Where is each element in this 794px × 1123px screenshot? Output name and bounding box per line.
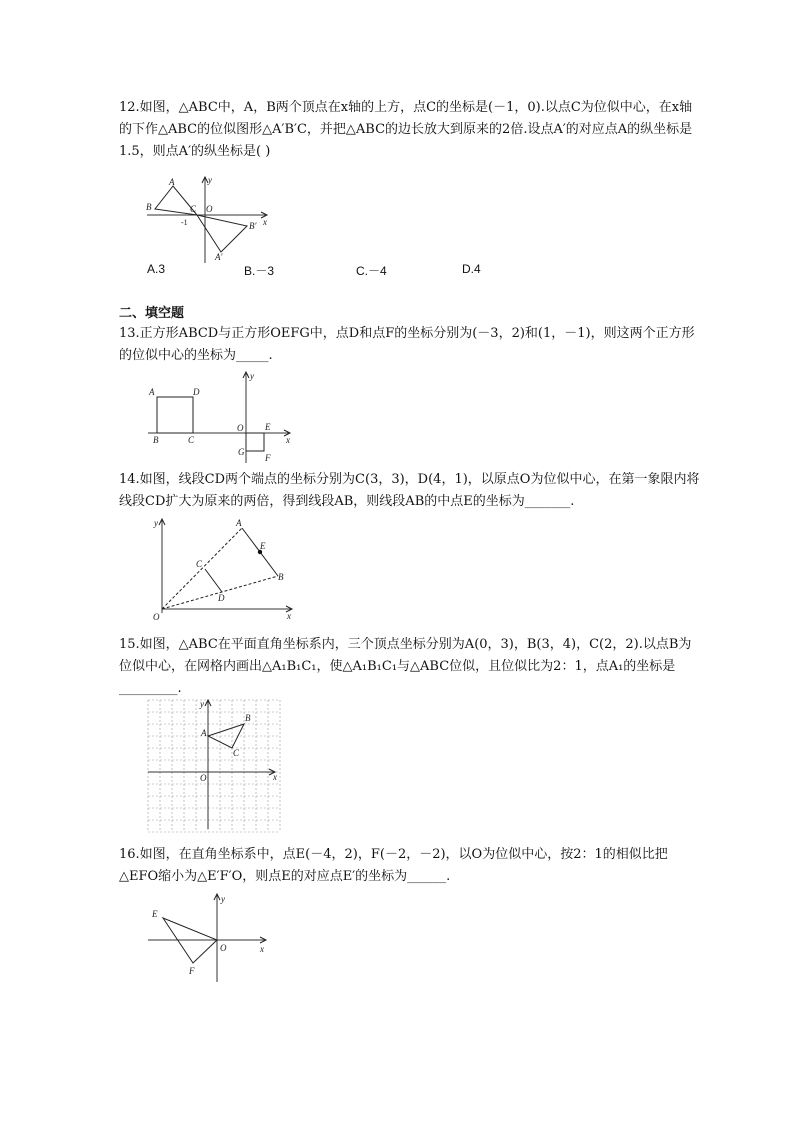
question-14-text: 14.如图，线段CD两个端点的坐标分别为C(3，3)，D(4，1)，以原点O为位似中心，在第一象限内将线段CD扩大为原来的两倍，得到线段AB，则线段AB的中点E的坐标为_______. — [119, 472, 700, 509]
label-c: C — [190, 204, 197, 214]
label-e: E — [152, 909, 158, 919]
square-oefg — [246, 433, 264, 451]
label-f: F — [265, 453, 271, 463]
option-d: D.4 — [462, 262, 481, 276]
label-y: y — [154, 518, 158, 528]
label-y: y — [200, 699, 204, 709]
label-d: D — [193, 387, 200, 397]
label-a: A — [201, 728, 207, 738]
label-c: C — [233, 748, 240, 758]
label-y: y — [250, 371, 254, 381]
label-a: A — [149, 387, 155, 397]
question-13 — [119, 323, 701, 367]
grid — [148, 700, 280, 832]
label-o: O — [153, 612, 160, 622]
segment-cd — [205, 569, 222, 592]
label-e: E — [260, 541, 266, 551]
question-12 — [119, 97, 701, 163]
label-b: B — [146, 202, 152, 212]
question-16-text: 16.如图，在直角坐标系中，点E(－4，2)，F(－2，－2)，以O为位似中心，按2：1的相似比把△EFO缩小为△E′F′O，则点E的对应点E′的坐标为______. — [119, 847, 668, 884]
label-x: x — [263, 217, 267, 227]
option-b: B.－3 — [244, 264, 275, 278]
label-b: B — [278, 572, 284, 582]
label-x: x — [273, 772, 277, 782]
q12-figure — [145, 175, 275, 265]
question-15-text: 15.如图，△ABC在平面直角坐标系内，三个顶点坐标分别为A(0，3)，B(3，4)，C(2，2).以点B为位似中心，在网格内画出△A₁B₁C₁，使△A₁B₁C₁与△ABC位似，且位似比为2：1，点A₁的坐标是_________. — [119, 637, 692, 696]
question-12-text: 12.如图，△ABC中，A，B两个顶点在x轴的上方，点C的坐标是(－1，0).以点C为位似中心，在x轴的下作△ABC的位似图形△A′B′C，并把△ABC的边长放大到原来的2倍.设点A′的对应点A的纵坐标是1.5，则点A′的纵坐标是( ) — [119, 100, 693, 159]
label-a: A — [169, 177, 175, 187]
label-y: y — [208, 175, 212, 185]
label-g: G — [238, 447, 245, 457]
label-b: B — [153, 435, 159, 445]
q14-figure — [150, 515, 300, 625]
q15-figure — [148, 700, 283, 832]
label-o: O — [200, 773, 207, 783]
label-o: O — [237, 423, 244, 433]
label-neg1: -1 — [181, 218, 188, 227]
label-b-prime: B′ — [249, 221, 257, 231]
section-title: 二、填空题 — [119, 306, 185, 321]
label-c: C — [188, 435, 195, 445]
option-c: C.－4 — [356, 264, 387, 278]
label-d: D — [218, 593, 225, 603]
label-x: x — [286, 435, 290, 445]
label-o: O — [220, 943, 227, 953]
label-b: B — [245, 713, 251, 723]
label-x: x — [287, 611, 291, 621]
question-13-text: 13.正方形ABCD与正方形OEFG中，点D和点F的坐标分别为(－3，2)和(1，－1)，则这两个正方形的位似中心的坐标为_____. — [119, 326, 695, 363]
label-a-prime: A′ — [215, 252, 223, 262]
label-e: E — [265, 422, 271, 432]
square-abcd — [157, 397, 193, 433]
label-a: A — [236, 518, 242, 528]
question-15 — [119, 634, 701, 700]
option-a: A.3 — [147, 262, 166, 276]
q13-figure — [146, 370, 296, 465]
label-y: y — [221, 894, 225, 904]
label-x: x — [260, 944, 264, 954]
question-14 — [119, 469, 701, 513]
label-c: C — [196, 559, 203, 569]
question-16 — [119, 844, 701, 888]
label-f: F — [189, 966, 195, 976]
q16-figure — [146, 890, 271, 985]
label-o: O — [206, 204, 213, 214]
